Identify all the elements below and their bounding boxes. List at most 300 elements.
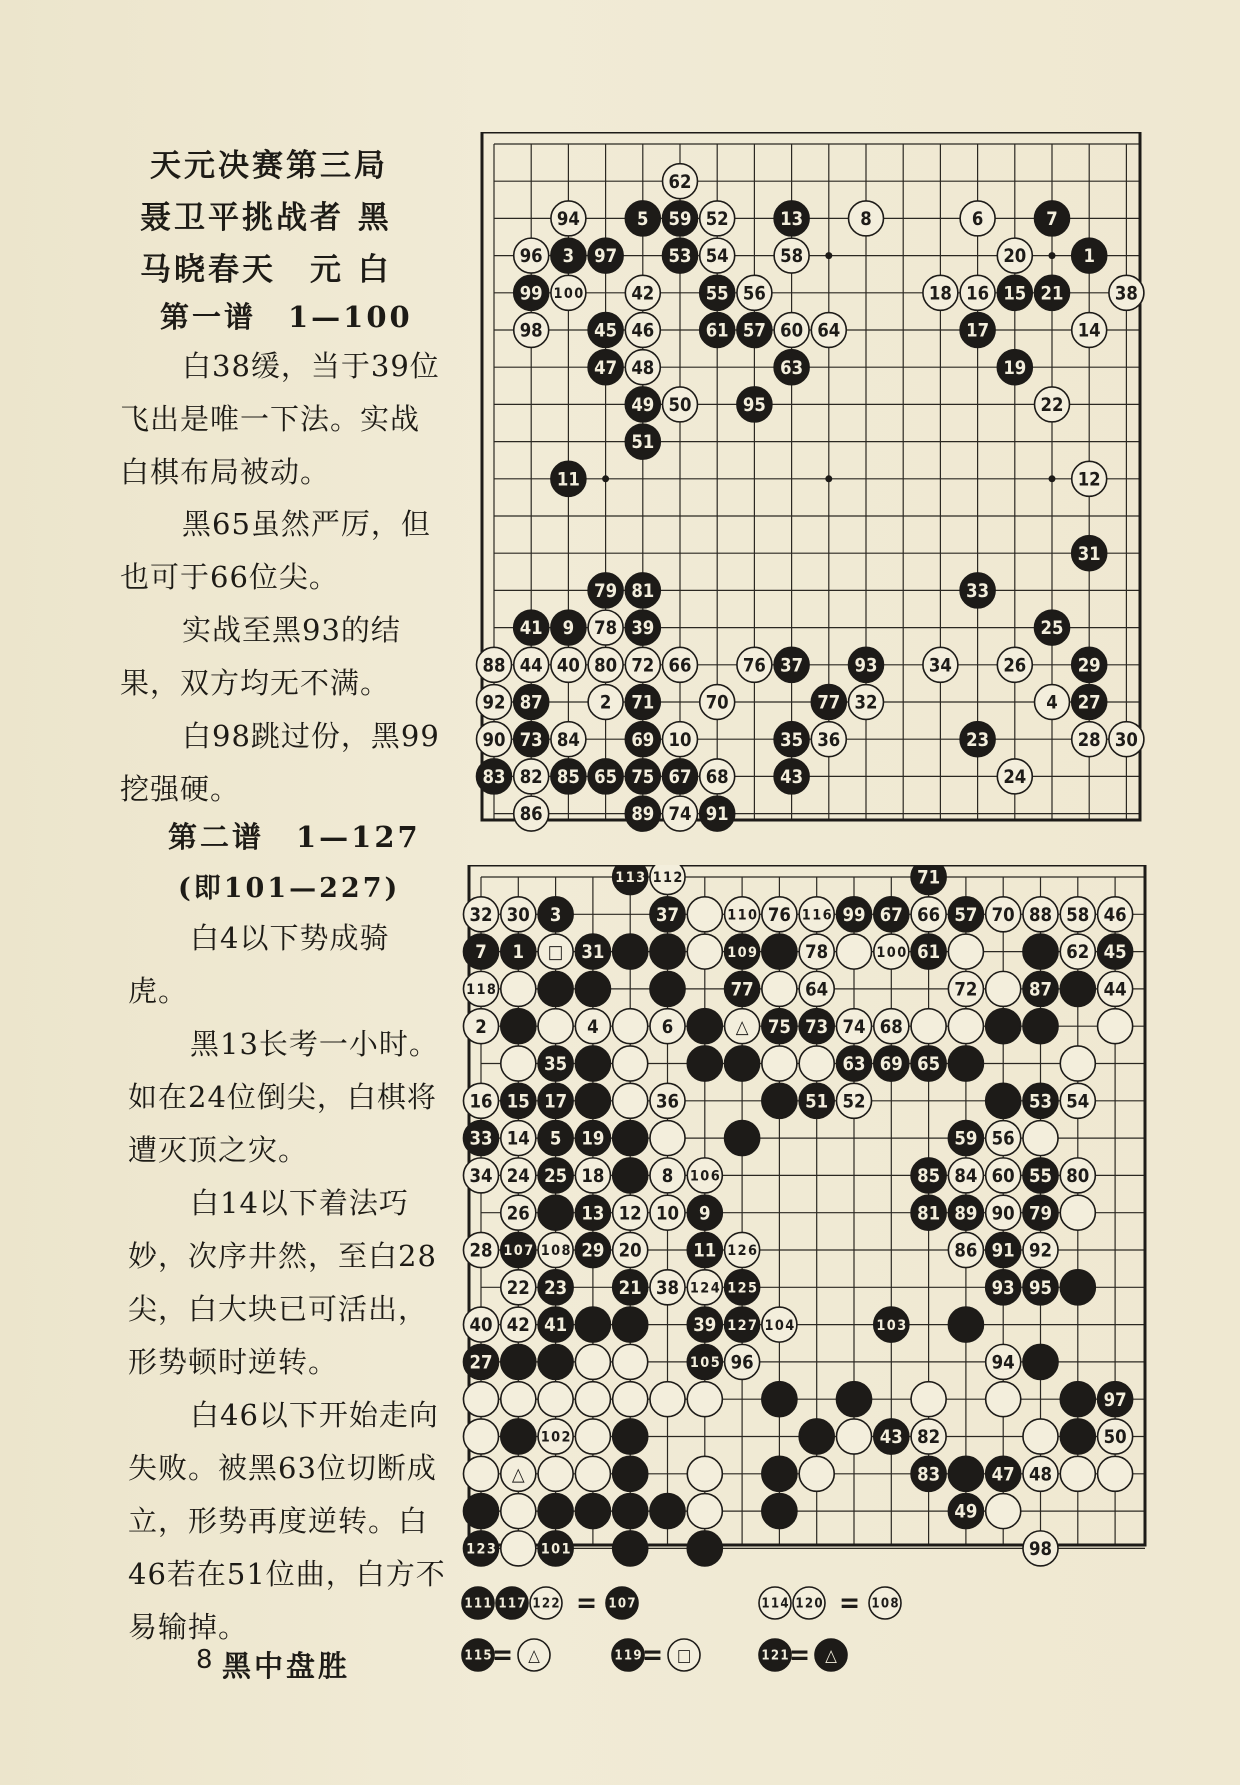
svg-text:△: △	[528, 1645, 540, 1666]
board-stone	[986, 1232, 1021, 1267]
svg-text:32: 32	[469, 904, 493, 926]
svg-text:42: 42	[506, 1315, 530, 1337]
svg-text:3: 3	[562, 246, 575, 268]
svg-text:86: 86	[519, 804, 543, 826]
svg-text:82: 82	[519, 767, 543, 789]
board-stone	[1035, 685, 1070, 720]
board-stone	[986, 1195, 1021, 1230]
part2-subheader: (即101—227)	[178, 873, 401, 904]
svg-text:34: 34	[469, 1166, 493, 1188]
svg-text:68: 68	[705, 767, 729, 789]
svg-text:39: 39	[693, 1315, 717, 1337]
board-stone	[1060, 971, 1095, 1006]
svg-text:48: 48	[1028, 1464, 1053, 1486]
svg-text:58: 58	[1066, 904, 1090, 926]
board-stone	[762, 1046, 797, 1081]
svg-text:111: 111	[464, 1596, 492, 1612]
svg-text:76: 76	[742, 655, 766, 677]
board-stone	[538, 1344, 573, 1379]
board-stone	[774, 350, 809, 385]
board-stone	[725, 897, 760, 932]
board-stone	[911, 1009, 946, 1044]
board-stone	[948, 897, 983, 932]
svg-text:35: 35	[780, 729, 804, 751]
board-stone	[1072, 647, 1107, 682]
svg-text:13: 13	[780, 209, 804, 231]
svg-text:25: 25	[544, 1166, 568, 1188]
equals-sign: =	[576, 1586, 598, 1619]
svg-text:16: 16	[966, 283, 990, 305]
board-stone	[477, 759, 512, 794]
board-stone	[650, 1121, 685, 1156]
part2-paragraph: 白4以下势成骑虎。	[128, 921, 390, 1008]
svg-text:27: 27	[469, 1352, 493, 1374]
board-stone	[799, 934, 834, 969]
svg-text:52: 52	[842, 1091, 866, 1113]
board-stone	[501, 1344, 536, 1379]
board-stone	[501, 1158, 536, 1193]
svg-text:15: 15	[506, 1091, 530, 1113]
board-stone	[538, 1232, 573, 1267]
board-stone	[588, 238, 623, 273]
board-stone	[997, 238, 1032, 273]
board-stone	[1023, 971, 1058, 1006]
board-stone	[874, 897, 909, 932]
svg-text:59: 59	[954, 1128, 978, 1150]
board-stone	[650, 971, 685, 1006]
board-stone	[538, 1270, 573, 1305]
board-stone	[1098, 934, 1133, 969]
board-stone	[613, 1531, 648, 1566]
board-stone	[911, 1456, 946, 1491]
board-stone	[1023, 1531, 1058, 1566]
board-stone	[463, 1232, 498, 1267]
svg-text:88: 88	[1028, 904, 1053, 926]
board-stone	[948, 1158, 983, 1193]
board-stone	[687, 1158, 722, 1193]
board-stone	[948, 1494, 983, 1529]
board-stone	[799, 1083, 834, 1118]
board-stone	[725, 1046, 760, 1081]
legend-stone	[462, 1587, 494, 1619]
board-stone	[948, 934, 983, 969]
svg-text:50: 50	[1103, 1427, 1127, 1449]
board-stone	[650, 1009, 685, 1044]
svg-text:□: □	[547, 942, 564, 964]
board-stone	[613, 1270, 648, 1305]
svg-text:98: 98	[519, 320, 543, 342]
svg-text:100: 100	[876, 944, 907, 961]
legend-stone	[759, 1639, 791, 1671]
board-stone	[774, 722, 809, 757]
svg-text:43: 43	[879, 1427, 903, 1449]
svg-text:12: 12	[618, 1203, 642, 1225]
board-stone	[700, 796, 735, 831]
part1-paragraph: 实战至黑93的结果，双方均无不满。	[120, 613, 401, 700]
board-stone	[463, 1456, 498, 1491]
svg-text:112: 112	[652, 870, 683, 887]
legend-stone	[606, 1587, 638, 1619]
svg-text:10: 10	[655, 1203, 680, 1225]
board-stone	[650, 1382, 685, 1417]
board-stone	[501, 1121, 536, 1156]
board-stone	[613, 1382, 648, 1417]
legend-stone	[462, 1639, 494, 1671]
board-stone	[948, 971, 983, 1006]
board-stone	[575, 1083, 610, 1118]
board-stone	[1060, 897, 1095, 932]
svg-text:11: 11	[693, 1240, 717, 1262]
board-stone	[986, 1382, 1021, 1417]
svg-text:108: 108	[871, 1596, 899, 1612]
board-stone	[650, 865, 685, 895]
svg-text:29: 29	[1077, 655, 1101, 677]
svg-text:46: 46	[1103, 904, 1127, 926]
svg-text:93: 93	[854, 655, 878, 677]
board-stone	[737, 275, 772, 310]
svg-text:56: 56	[742, 283, 766, 305]
svg-text:108: 108	[540, 1243, 571, 1260]
star-point	[825, 475, 832, 482]
svg-text:9: 9	[699, 1203, 711, 1225]
svg-text:40: 40	[556, 655, 580, 677]
svg-text:81: 81	[917, 1203, 941, 1225]
board-stone	[762, 1382, 797, 1417]
svg-text:106: 106	[689, 1168, 720, 1185]
svg-text:14: 14	[1077, 320, 1101, 342]
svg-text:96: 96	[730, 1352, 754, 1374]
svg-text:70: 70	[991, 904, 1015, 926]
svg-text:83: 83	[482, 767, 506, 789]
board-stone	[463, 1419, 498, 1454]
svg-text:23: 23	[544, 1277, 568, 1299]
board-stone	[588, 647, 623, 682]
board-stone	[463, 934, 498, 969]
legend-stone	[793, 1587, 825, 1619]
svg-text:50: 50	[668, 395, 692, 417]
svg-text:100: 100	[553, 285, 584, 302]
board-stone	[463, 1307, 498, 1342]
board-stone	[575, 1419, 610, 1454]
board-stone	[588, 573, 623, 608]
board-stone	[923, 275, 958, 310]
part2-paragraph: 白46以下开始走向失败。被黑63位切断成立，形势再度逆转。白46若在51位曲，白方不易输掉。	[128, 1398, 446, 1644]
legend-stone	[612, 1639, 644, 1671]
svg-text:69: 69	[631, 729, 655, 751]
board-stone	[613, 1195, 648, 1230]
svg-text:107: 107	[608, 1596, 636, 1612]
board-stone	[811, 313, 846, 348]
part2-paragraph: 黑13长考一小时。如在24位倒尖，白棋将遭灭顶之灾。	[128, 1027, 439, 1167]
board-stone	[613, 1121, 648, 1156]
board-stone	[588, 313, 623, 348]
board-stone	[663, 201, 698, 236]
board-stone	[613, 1009, 648, 1044]
svg-text:74: 74	[668, 804, 692, 826]
legend-stone	[496, 1587, 528, 1619]
board-stone	[1098, 1419, 1133, 1454]
svg-text:3: 3	[549, 904, 562, 926]
board-stone	[948, 1009, 983, 1044]
board-stone	[514, 313, 549, 348]
svg-text:88: 88	[482, 655, 506, 677]
board-stone	[514, 759, 549, 794]
legend-stone	[815, 1639, 847, 1671]
svg-text:72: 72	[631, 655, 655, 677]
board-stone	[575, 1307, 610, 1342]
board-stone	[762, 934, 797, 969]
svg-text:8: 8	[860, 209, 872, 231]
board-stone	[613, 1456, 648, 1491]
svg-text:110: 110	[727, 907, 758, 924]
board-stone	[613, 1158, 648, 1193]
svg-text:5: 5	[549, 1128, 562, 1150]
svg-text:31: 31	[581, 942, 605, 964]
svg-text:83: 83	[917, 1464, 941, 1486]
board-stone	[774, 647, 809, 682]
board-stone	[538, 1009, 573, 1044]
board-stone	[836, 1419, 871, 1454]
board-stone	[874, 934, 909, 969]
equals-sign: =	[642, 1638, 664, 1671]
svg-text:126: 126	[727, 1243, 758, 1260]
svg-text:19: 19	[1003, 357, 1027, 379]
equals-sign: =	[492, 1638, 514, 1671]
board-stone	[737, 313, 772, 348]
board-stone	[1023, 1121, 1058, 1156]
svg-text:11: 11	[556, 469, 580, 491]
svg-text:40: 40	[469, 1315, 493, 1337]
board-stone	[836, 1083, 871, 1118]
board-stone	[501, 1419, 536, 1454]
board-stone	[650, 934, 685, 969]
svg-text:60: 60	[780, 320, 804, 342]
svg-text:30: 30	[506, 904, 530, 926]
board-stone	[538, 971, 573, 1006]
part1-paragraph: 白98跳过份，黑99挖强硬。	[120, 719, 440, 806]
board-stone	[1072, 461, 1107, 496]
board-stone	[774, 759, 809, 794]
board-stone	[501, 971, 536, 1006]
svg-text:116: 116	[801, 907, 832, 924]
svg-text:6: 6	[971, 209, 984, 231]
svg-text:49: 49	[954, 1501, 978, 1523]
svg-text:67: 67	[668, 767, 692, 789]
svg-text:61: 61	[705, 320, 729, 342]
equals-sign: =	[839, 1586, 861, 1619]
board-stone	[538, 1121, 573, 1156]
svg-text:33: 33	[469, 1128, 493, 1150]
svg-text:49: 49	[631, 395, 655, 417]
board-stone	[687, 1494, 722, 1529]
svg-text:41: 41	[519, 618, 543, 640]
board-stone	[762, 897, 797, 932]
board-stone	[538, 1158, 573, 1193]
board-stone	[625, 647, 660, 682]
star-point	[825, 252, 832, 259]
svg-text:37: 37	[655, 904, 680, 926]
board-stone	[575, 1456, 610, 1491]
svg-text:118: 118	[466, 982, 496, 999]
board-stone	[700, 275, 735, 310]
board-stone	[911, 1382, 946, 1417]
svg-text:13: 13	[581, 1203, 605, 1225]
board-stone	[923, 647, 958, 682]
svg-text:107: 107	[503, 1243, 534, 1260]
board-stone	[960, 201, 995, 236]
svg-text:99: 99	[519, 283, 543, 305]
board-stone	[625, 387, 660, 422]
board-stone	[1060, 1419, 1095, 1454]
board-stone	[997, 350, 1032, 385]
svg-text:124: 124	[689, 1280, 720, 1297]
svg-text:74: 74	[842, 1016, 866, 1038]
svg-text:96: 96	[519, 246, 543, 268]
svg-text:84: 84	[954, 1166, 978, 1188]
board-stone	[1060, 1456, 1095, 1491]
board-stone	[1023, 1270, 1058, 1305]
svg-text:20: 20	[618, 1240, 642, 1262]
svg-text:113: 113	[615, 870, 646, 887]
board-stone	[1023, 1083, 1058, 1118]
svg-text:123: 123	[466, 1541, 496, 1558]
board-stone	[613, 1232, 648, 1267]
legend-stone	[518, 1639, 550, 1671]
svg-text:104: 104	[764, 1317, 795, 1334]
board-stone	[737, 647, 772, 682]
board-stone	[625, 350, 660, 385]
board-stone	[687, 1307, 722, 1342]
board-stone	[687, 897, 722, 932]
board-stone	[477, 722, 512, 757]
svg-text:42: 42	[631, 283, 655, 305]
board-stone	[625, 275, 660, 310]
board-stone	[948, 1456, 983, 1491]
board-stone	[663, 796, 698, 831]
board-stone	[1060, 1270, 1095, 1305]
board-stone	[948, 1307, 983, 1342]
svg-text:117: 117	[498, 1596, 526, 1612]
board-stone	[538, 1046, 573, 1081]
svg-text:51: 51	[805, 1091, 829, 1113]
svg-text:95: 95	[742, 395, 766, 417]
board-stone	[960, 313, 995, 348]
svg-text:94: 94	[991, 1352, 1015, 1374]
svg-text:67: 67	[879, 904, 903, 926]
game-diagram-part1	[448, 132, 1148, 852]
board-stone	[1109, 722, 1144, 757]
board-stone	[663, 164, 698, 199]
svg-text:17: 17	[544, 1091, 568, 1113]
svg-text:125: 125	[727, 1280, 758, 1297]
board-stone	[588, 685, 623, 720]
svg-text:54: 54	[1066, 1091, 1090, 1113]
part1-paragraph: 黑65虽然严厉，但也可于66位尖。	[120, 507, 431, 594]
board-stone	[687, 1344, 722, 1379]
board-stone	[1060, 1083, 1095, 1118]
board-stone	[687, 1195, 722, 1230]
svg-text:18: 18	[928, 283, 952, 305]
svg-text:24: 24	[1003, 767, 1027, 789]
board-stone	[625, 313, 660, 348]
svg-text:21: 21	[1040, 283, 1064, 305]
board-stone	[849, 647, 884, 682]
board-stone	[811, 722, 846, 757]
board-stone	[625, 573, 660, 608]
svg-text:14: 14	[506, 1128, 530, 1150]
board-stone	[874, 1009, 909, 1044]
svg-text:78: 78	[594, 618, 618, 640]
board-stone	[575, 1382, 610, 1417]
board-stone	[538, 1382, 573, 1417]
legend-stone	[759, 1587, 791, 1619]
board-stone	[463, 1494, 498, 1529]
board-stone	[625, 201, 660, 236]
board-stone	[613, 865, 648, 895]
board-stone	[501, 1046, 536, 1081]
legend-stone	[668, 1639, 700, 1671]
board-stone	[663, 387, 698, 422]
board-stone	[463, 897, 498, 932]
svg-text:36: 36	[655, 1091, 680, 1113]
board-stone	[1098, 1456, 1133, 1491]
part1-paragraph: 白38缓，当于39位飞出是唯一下法。实战白棋布局被动。	[120, 349, 440, 489]
svg-text:19: 19	[581, 1128, 605, 1150]
board-stone	[551, 201, 586, 236]
svg-text:65: 65	[917, 1054, 941, 1076]
svg-text:82: 82	[917, 1427, 941, 1449]
board-stone	[997, 759, 1032, 794]
svg-text:37: 37	[780, 655, 804, 677]
board-stone	[911, 1419, 946, 1454]
svg-text:22: 22	[1040, 395, 1064, 417]
star-point	[602, 475, 609, 482]
board-stone	[575, 971, 610, 1006]
svg-text:34: 34	[928, 655, 952, 677]
board-stone	[551, 461, 586, 496]
svg-text:44: 44	[519, 655, 543, 677]
board-stone	[1072, 238, 1107, 273]
svg-text:59: 59	[668, 209, 692, 231]
board-stone	[650, 1083, 685, 1118]
board-stone	[799, 1456, 834, 1491]
board-stone	[625, 796, 660, 831]
board-stone	[613, 1083, 648, 1118]
board-stone	[1023, 1419, 1058, 1454]
board-stone	[986, 1158, 1021, 1193]
board-stone	[1060, 1195, 1095, 1230]
board-stone	[849, 201, 884, 236]
board-stone	[762, 1009, 797, 1044]
svg-text:92: 92	[482, 692, 506, 714]
board-stone	[774, 201, 809, 236]
svg-text:30: 30	[1114, 729, 1138, 751]
board-stone	[774, 238, 809, 273]
title-line-3: 马晓春天 元 白	[140, 252, 392, 288]
board-stone	[1023, 1195, 1058, 1230]
board-stone	[538, 1419, 573, 1454]
board-stone	[700, 238, 735, 273]
svg-text:46: 46	[631, 320, 655, 342]
svg-text:1: 1	[512, 942, 525, 964]
svg-text:10: 10	[668, 729, 692, 751]
svg-text:4: 4	[1046, 692, 1058, 714]
svg-text:85: 85	[556, 767, 580, 789]
board-stone	[1060, 1158, 1095, 1193]
board-stone	[948, 1046, 983, 1081]
svg-text:89: 89	[631, 804, 655, 826]
board-stone	[650, 1270, 685, 1305]
